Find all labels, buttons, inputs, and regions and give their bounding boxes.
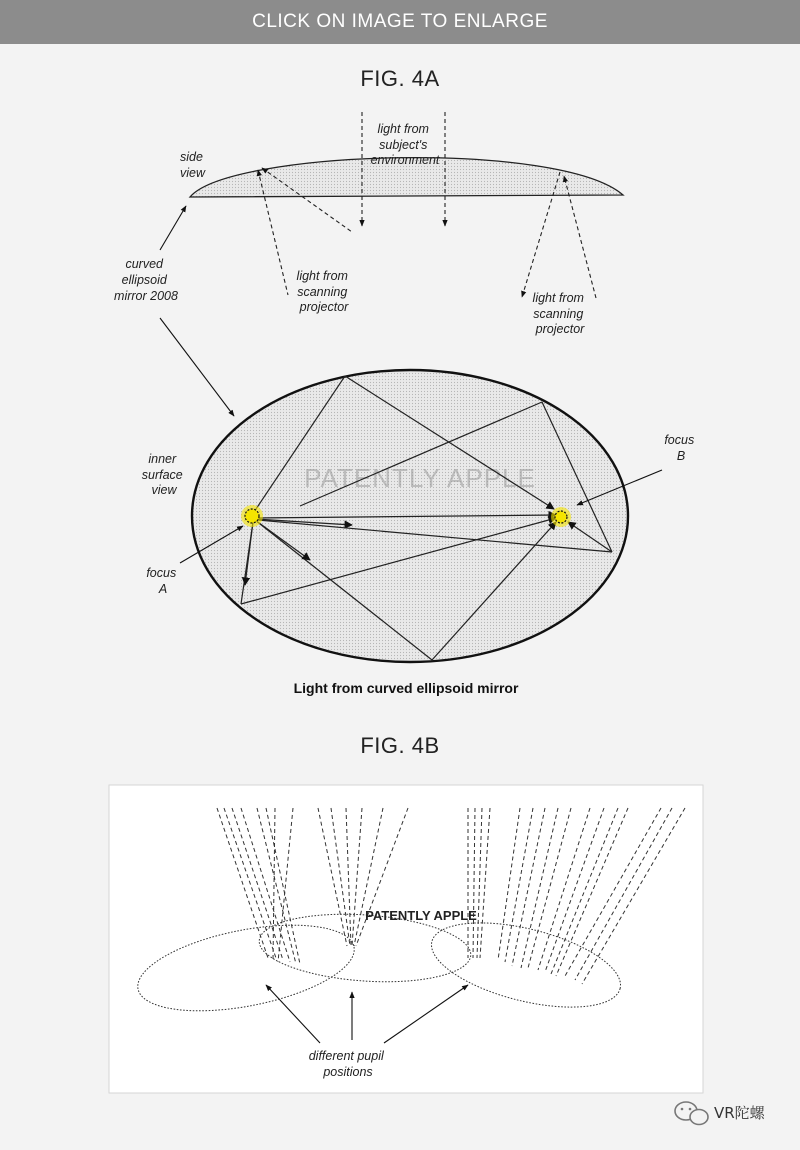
focus-a-point xyxy=(241,505,263,527)
inner-surface-label: inner surface view xyxy=(141,452,183,497)
wechat-icon xyxy=(675,1102,708,1125)
environment-light-label: light from subject's environment xyxy=(370,122,440,167)
projector-label-left: light from scanning projector xyxy=(296,269,349,314)
fig4a-caption: Light from curved ellipsoid mirror xyxy=(293,680,519,696)
fig-4a-title: FIG. 4A xyxy=(360,66,440,91)
watermark-fig4a: PATENTLY APPLE xyxy=(304,463,536,493)
focus-b-label: focus B xyxy=(664,433,695,463)
brand-label: VR陀螺 xyxy=(714,1104,765,1122)
projector-label-right: light from scanning projector xyxy=(532,291,585,336)
focus-b-point xyxy=(551,507,571,527)
mirror-label-arrows xyxy=(160,206,234,416)
side-view-label: side view xyxy=(180,150,206,180)
mirror-label: curved ellipsoid mirror 2008 xyxy=(114,257,178,303)
enlarge-banner[interactable]: CLICK ON IMAGE TO ENLARGE xyxy=(0,0,800,44)
fig4b-panel xyxy=(109,785,703,1093)
watermark-fig4b: PATENTLY APPLE xyxy=(365,908,477,923)
pupil-positions-label: different pupil positions xyxy=(308,1049,384,1079)
fig-4b-title: FIG. 4B xyxy=(360,733,440,758)
focus-a-label: focus A xyxy=(146,566,177,596)
